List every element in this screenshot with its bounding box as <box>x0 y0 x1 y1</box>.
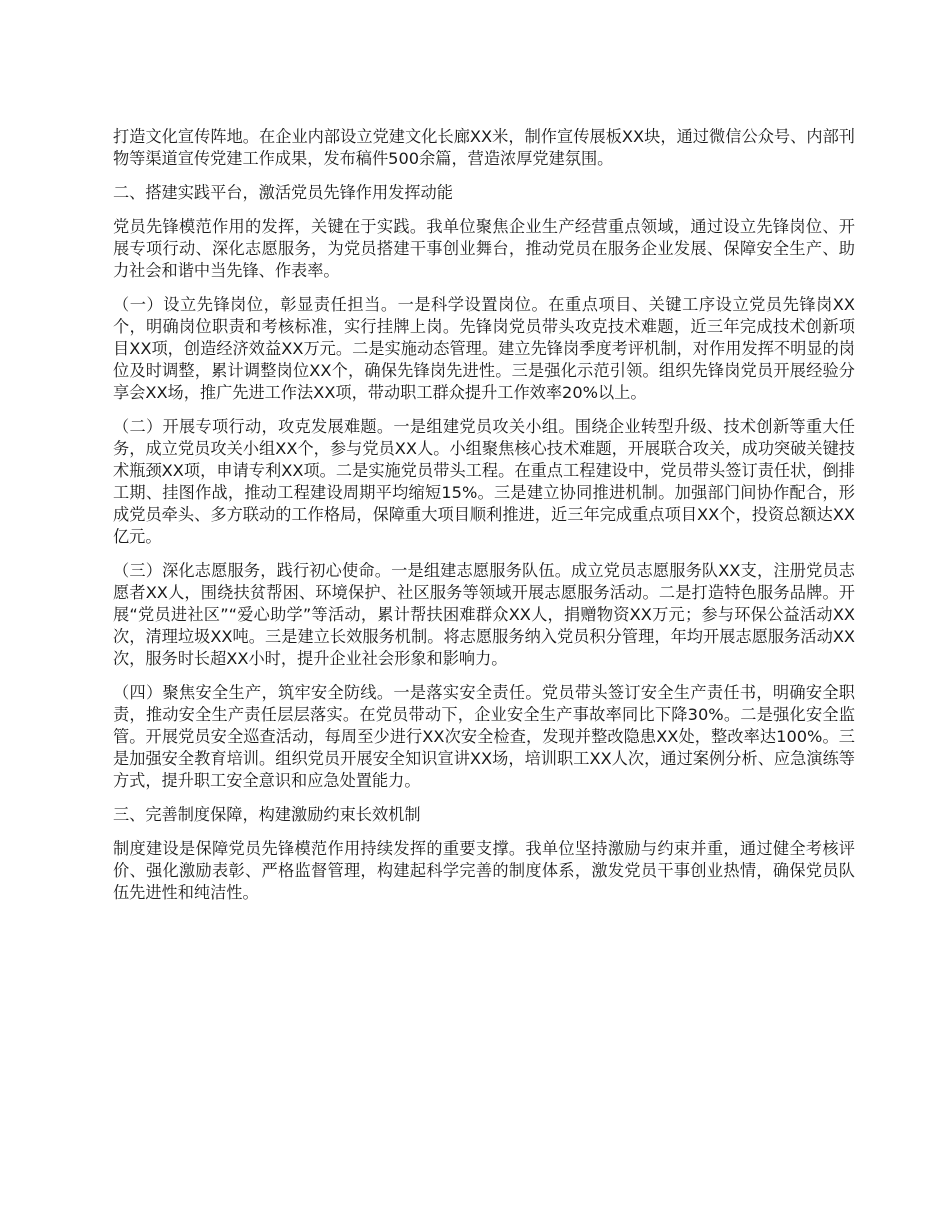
section-heading-2: 二、搭建实践平台，激活党员先锋作用发挥动能 <box>113 183 453 202</box>
paragraph-safety-production: （四）聚焦安全生产，筑牢安全防线。一是落实安全责任。党员带头签订安全生产责任书，明确安全职责，推动安全生产责任层层落实。在党员带动下，企业安全生产事故率同比下降30%。二是强化安全监管。开展党员安全巡查活动，每周至少进行XX次安全检查，发现并整改隐患XX处，整改率达100%。三是加强安全教育培训。组织党员开展安全知识宣讲XX场，培训职工XX人次，通过案例分析、应急演练等方式，提升职工安全意识和应急处置能力。 <box>113 683 855 790</box>
paragraph-volunteer-service: （三）深化志愿服务，践行初心使命。一是组建志愿服务队伍。成立党员志愿服务队XX支，注册党员志愿者XX人，围绕扶贫帮困、环境保护、社区服务等领域开展志愿服务活动。二是打造特色服务品牌。开展“党员进社区”“爱心助学”等活动，累计帮扶困难群众XX人，捐赠物资XX万元；参与环保公益活动XX次，清理垃圾XX吨。三是建立长效服务机制。将志愿服务纳入党员积分管理，年均开展志愿服务活动XX次，服务时长超XX小时，提升企业社会形象和影响力。 <box>113 561 855 668</box>
section-heading-3: 三、完善制度保障，构建激励约束长效机制 <box>113 805 421 824</box>
document-body <box>113 126 855 916</box>
paragraph-special-actions: （二）开展专项行动，攻克发展难题。一是组建党员攻关小组。围绕企业转型升级、技术创新等重大任务，成立党员攻关小组XX个，参与党员XX人。小组聚焦核心技术难题，开展联合攻关，成功突破关键技术瓶颈XX项，申请专利XX项。二是实施党员带头工程。在重点工程建设中，党员带头签订责任状，倒排工期、挂图作战，推动工程建设周期平均缩短15%。三是建立协同推进机制。加强部门间协作配合，形成党员牵头、多方联动的工作格局，保障重大项目顺利推进，近三年完成重点项目XX个，投资总额达XX亿元。 <box>113 417 855 546</box>
paragraph-system-guarantee: 制度建设是保障党员先锋模范作用持续发挥的重要支撑。我单位坚持激励与约束并重，通过健全考核评价、强化激励表彰、严格监督管理，构建起科学完善的制度体系，激发党员干事创业热情，确保党员队伍先进性和纯洁性。 <box>113 839 855 902</box>
paragraph-pioneer-posts: （一）设立先锋岗位，彰显责任担当。一是科学设置岗位。在重点项目、关键工序设立党员先锋岗XX个，明确岗位职责和考核标准，实行挂牌上岗。先锋岗党员带头攻克技术难题，近三年完成技术创新项目XX项，创造经济效益XX万元。二是实施动态管理。建立先锋岗季度考评机制，对作用发挥不明显的岗位及时调整，累计调整岗位XX个，确保先锋岗先进性。三是强化示范引领。组织先锋岗党员开展经验分享会XX场，推广先进工作法XX项，带动职工群众提升工作效率20%以上。 <box>113 295 855 402</box>
paragraph-practice-intro: 党员先锋模范作用的发挥，关键在于实践。我单位聚焦企业生产经营重点领域，通过设立先锋岗位、开展专项行动、深化志愿服务，为党员搭建干事创业舞台，推动党员在服务企业发展、保障安全生产、助力社会和谐中当先锋、作表率。 <box>113 217 855 280</box>
paragraph-culture-promotion: 打造文化宣传阵地。在企业内部设立党建文化长廊XX米，制作宣传展板XX块，通过微信公众号、内部刊物等渠道宣传党建工作成果，发布稿件500余篇，营造浓厚党建氛围。 <box>113 127 855 168</box>
